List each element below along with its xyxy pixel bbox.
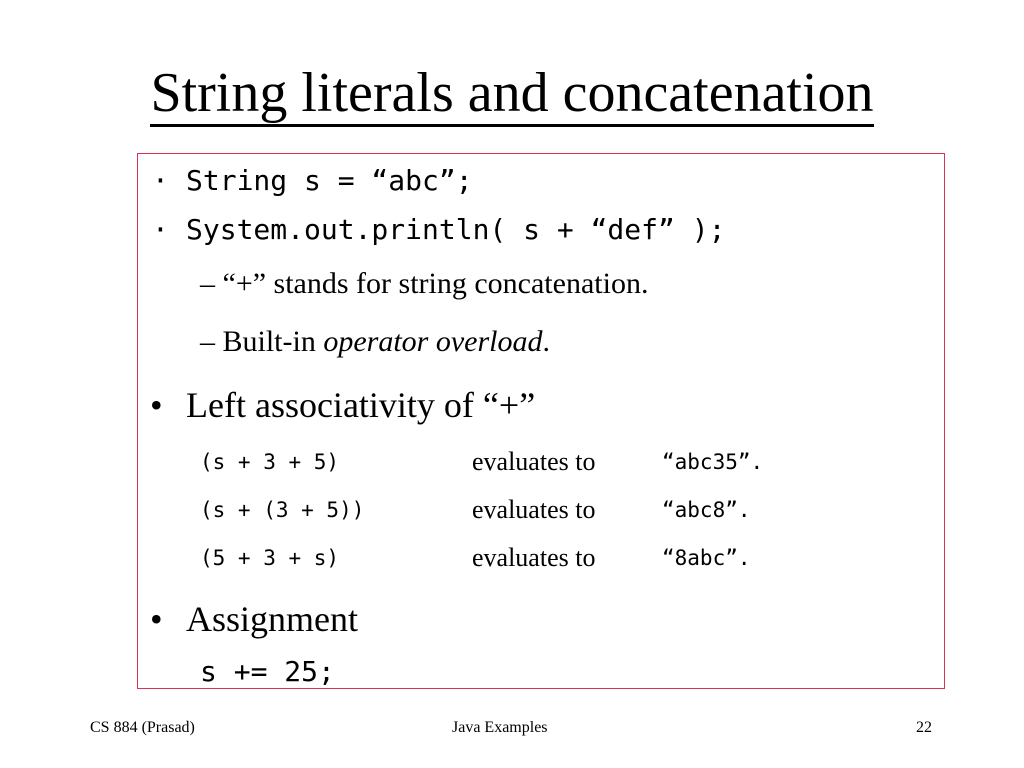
slide-title — [0, 58, 1024, 128]
assignment-code: s += 25; — [200, 655, 335, 688]
example-result: “abc35”. — [662, 450, 764, 474]
example-evaluates-label: evaluates to — [472, 447, 596, 476]
bullet-string-declaration: String s = “abc”; — [186, 164, 473, 197]
example-result: “abc8”. — [662, 498, 751, 522]
bullet-left-associativity: Left associativity of “+” — [186, 385, 536, 425]
sub-bullet-overload-suffix: . — [542, 325, 550, 358]
bullet-marker: · — [152, 213, 169, 246]
bullet-assignment: Assignment — [186, 599, 359, 639]
sub-bullet-overload — [200, 324, 550, 360]
bullet-marker: · — [152, 164, 169, 197]
example-evaluates-label: evaluates to — [472, 495, 596, 524]
slide-title-text: String literals and concatenation — [150, 62, 873, 127]
example-expression: (s + 3 + 5) — [200, 450, 340, 474]
sub-bullet-overload-italic: operator overload — [323, 325, 543, 358]
sub-bullet-concatenation: – “+” stands for string concatenation. — [200, 267, 649, 300]
footer-course: CS 884 (Prasad) — [90, 719, 195, 736]
bullet-println: System.out.println( s + “def” ); — [186, 213, 726, 246]
example-expression: (5 + 3 + s) — [200, 546, 340, 570]
example-evaluates-label: evaluates to — [472, 543, 596, 572]
footer-topic: Java Examples — [452, 719, 548, 736]
bullet-marker: • — [150, 599, 163, 639]
example-expression: (s + (3 + 5)) — [200, 498, 365, 522]
example-result: “8abc”. — [662, 546, 751, 570]
sub-bullet-overload-prefix: – Built-in — [200, 325, 324, 358]
bullet-marker: • — [150, 385, 163, 425]
footer-page-number: 22 — [916, 719, 932, 736]
